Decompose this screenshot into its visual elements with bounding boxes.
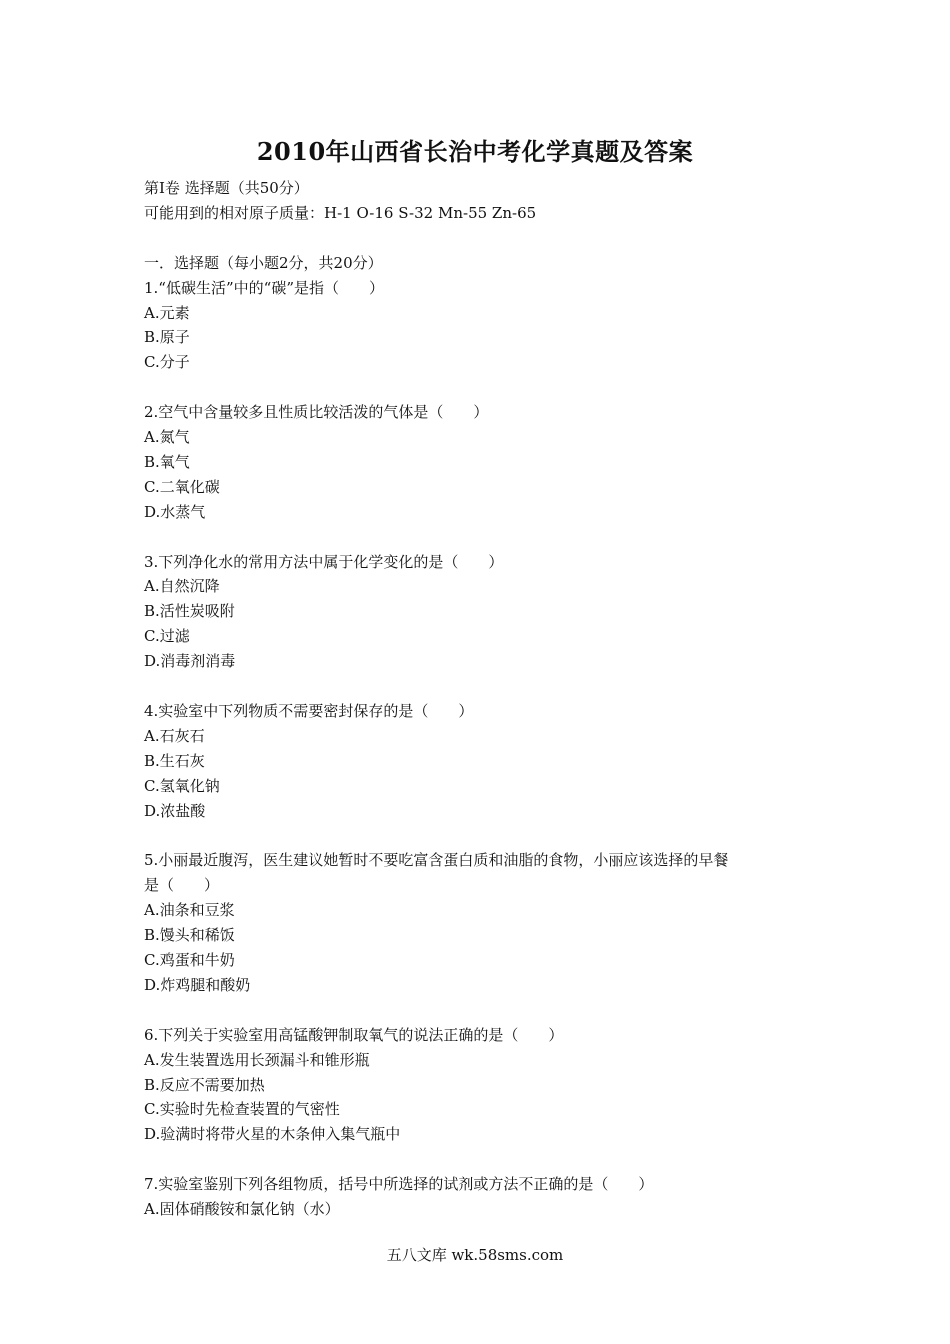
spacer (144, 226, 804, 251)
document-body (144, 176, 804, 1222)
question-stem: 1.“低碳生活”中的“碳”是指（ ） (144, 278, 384, 297)
part-heading: 一．选择题（每小题2分，共20分） (144, 253, 383, 272)
question-6 (144, 1023, 804, 1148)
option: C.氢氧化钠 (144, 776, 220, 795)
option: B.馒头和稀饭 (144, 926, 235, 945)
option: A.氮气 (144, 428, 190, 447)
question-3 (144, 550, 804, 675)
option: B.生石灰 (144, 751, 205, 770)
option: C.二氧化碳 (144, 477, 220, 496)
question-stem: 7.实验室鉴别下列各组物质，括号中所选择的试剂或方法不正确的是（ ） (144, 1175, 654, 1194)
option: D.水蒸气 (144, 502, 206, 521)
question-4 (144, 699, 804, 824)
option: B.氧气 (144, 452, 190, 471)
option: C.实验时先检查装置的气密性 (144, 1100, 340, 1119)
option: D.浓盐酸 (144, 801, 206, 820)
question-stem: 5.小丽最近腹泻，医生建议她暂时不要吃富含蛋白质和油脂的食物，小丽应该选择的早餐 (144, 851, 729, 870)
question-5 (144, 848, 804, 997)
spacer (144, 998, 804, 1023)
option: A.发生装置选用长颈漏斗和锥形瓶 (144, 1050, 370, 1069)
page-footer: 五八文库 wk.58sms.com (386, 1246, 564, 1264)
option: A.油条和豆浆 (144, 901, 235, 920)
question-stem-continued: 是（ ） (144, 876, 220, 895)
question-stem: 4.实验室中下列物质不需要密封保存的是（ ） (144, 701, 474, 720)
question-stem: 3.下列净化水的常用方法中属于化学变化的是（ ） (144, 552, 504, 571)
option: D.消毒剂消毒 (144, 652, 236, 671)
question-7 (144, 1172, 804, 1222)
document-title: 2010年山西省长治中考化学真题及答案 (256, 137, 694, 166)
question-stem: 2.空气中含量较多且性质比较活泼的气体是（ ） (144, 403, 489, 422)
spacer (144, 525, 804, 550)
option: B.反应不需要加热 (144, 1075, 265, 1094)
question-stem: 6.下列关于实验室用高锰酸钾制取氧气的说法正确的是（ ） (144, 1025, 564, 1044)
spacer (144, 375, 804, 400)
question-1 (144, 276, 804, 376)
option: B.活性炭吸附 (144, 602, 235, 621)
option: C.鸡蛋和牛奶 (144, 951, 235, 970)
option: A.石灰石 (144, 726, 205, 745)
option: A.固体硝酸铵和氯化钠（水） (144, 1200, 340, 1219)
option: B.原子 (144, 328, 190, 347)
option: C.过滤 (144, 627, 190, 646)
spacer (144, 824, 804, 849)
option: D.验满时将带火星的木条伸入集气瓶中 (144, 1125, 401, 1144)
question-2 (144, 400, 804, 525)
spacer (144, 674, 804, 699)
option: D.炸鸡腿和酸奶 (144, 975, 251, 994)
option: A.元素 (144, 303, 190, 322)
spacer (144, 1147, 804, 1172)
section-heading: 第I卷 选择题（共50分） (144, 179, 309, 197)
option: A.自然沉降 (144, 577, 220, 596)
atomic-masses-note: 可能用到的相对原子质量：H-1 O-16 S-32 Mn-55 Zn-65 (144, 203, 537, 222)
option: C.分子 (144, 353, 190, 372)
